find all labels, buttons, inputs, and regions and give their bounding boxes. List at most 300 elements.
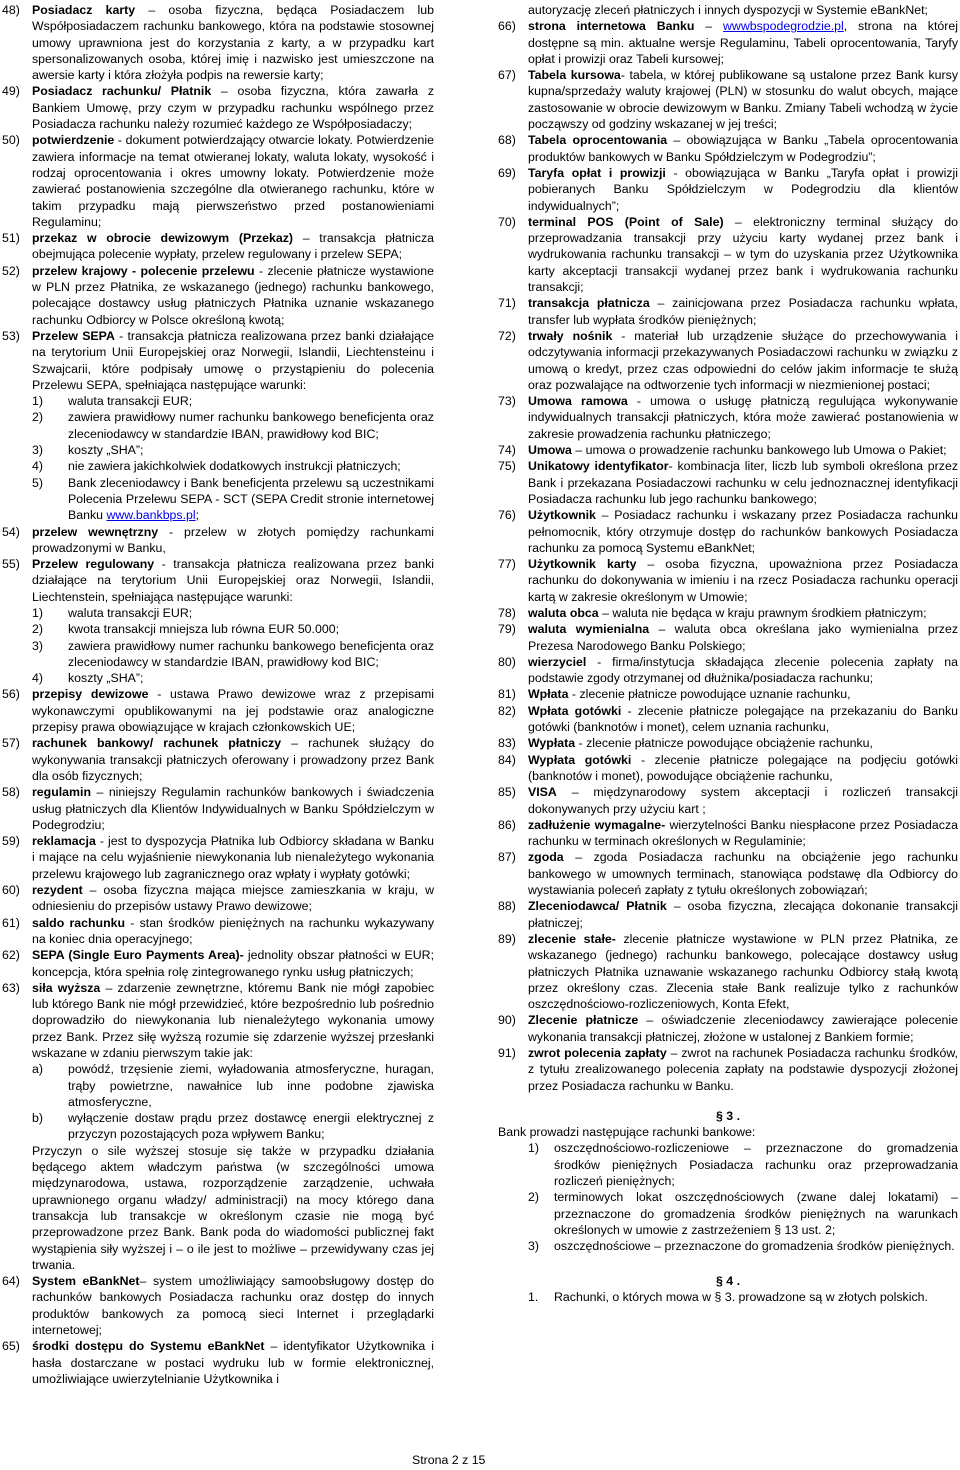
item-number: 50) [2, 133, 20, 148]
section-list-item [498, 1189, 958, 1238]
sub-item-number: 3) [32, 638, 43, 653]
defined-term: rezydent [32, 883, 83, 898]
item-text [528, 898, 958, 931]
definition-item [2, 328, 434, 524]
definition-item [498, 817, 958, 850]
item-text [528, 703, 958, 736]
definition-item [498, 507, 958, 556]
item-body [32, 735, 434, 784]
item-text [528, 442, 958, 458]
section-4 [498, 1273, 958, 1306]
definition-item [498, 393, 958, 442]
sub-item [32, 670, 434, 686]
item-body [528, 458, 958, 507]
item-number: 74) [498, 443, 516, 458]
item-body [32, 328, 434, 524]
item-text [32, 735, 434, 784]
definition-text: – osoba fizyczna, zlecająca dokonanie transakcji płatniczej; [528, 899, 958, 930]
definition-text: - obowiązująca w Banku „Taryfa opłat i prowizji pobieranych Banku Spółdzielczym w Podegrodziu dla klientów indywidualnych”; [528, 165, 958, 213]
item-body [528, 18, 958, 67]
defined-term: Taryfa opłat i prowizji [528, 165, 666, 180]
defined-term: zgoda [528, 850, 564, 865]
definition-item [2, 1338, 434, 1387]
definition-item [2, 882, 434, 915]
definition-item [2, 230, 434, 263]
defined-term: przekaz w obrocie dewizowym (Przekaz) [32, 231, 294, 246]
item-text [528, 605, 958, 621]
item-text [528, 784, 958, 817]
item-text [528, 328, 958, 393]
defined-term: VISA [528, 785, 557, 800]
item-number: 51) [2, 231, 20, 246]
sub-item-content: powódź, trzęsienie ziemi, wyładowania atmosferyczne, huragan, trąby powietrzne, nawałnice lub inne podobne zjawiska atmosferyczne, [68, 1062, 434, 1109]
sub-item [32, 1110, 434, 1143]
item-number: 62) [2, 948, 20, 963]
website-link[interactable]: wwwbspodegrodzie.pl [723, 19, 844, 34]
section-list-item [498, 1238, 958, 1254]
sub-item-number: 3) [32, 443, 43, 458]
item-text [32, 2, 434, 83]
section-item-text: terminowych lokat oszczędnościowych (zwane dalej lokatami) – przeznaczone do gromadzenia środków pieniężnych na warunkach określonych w umowie z zastrzeżeniem § 13 ust. 2; [554, 1190, 958, 1237]
sub-item-number: 2) [32, 622, 43, 637]
definition-text: – elektroniczny terminal służący do przeprowadzania transakcji przy użyciu karty wydanej przez bank i wydrukowania rachunku transakcji – w tym do uzyskania przez Użytkownika karty akceptacji transakcji wydanej przez bank i wydrukowania rachunku transakcji; [528, 214, 958, 295]
item-number: 72) [498, 328, 516, 343]
definition-text: - tabela, w której publikowane są ustalone przez Bank kursy kupna/sprzedaży waluty krajowej (PLN) w stosunku do walut obcych, mające zastosowanie w obrocie dewizowym w Banku. Zmiany Tabeli wchodzą w życie począwszy od godziny wskazanej w jej treści; [528, 68, 959, 132]
item-number: 73) [498, 394, 516, 409]
defined-term: przepisy dewizowe [32, 687, 149, 702]
sub-item-content: waluta transakcji EUR; [68, 394, 193, 409]
definition-text: – waluta nie będąca w kraju prawnym środkiem płatniczym; [598, 605, 927, 620]
definition-item [498, 556, 958, 605]
item-text [32, 83, 434, 132]
sub-item [32, 475, 434, 524]
item-text [528, 18, 958, 67]
item-text [32, 230, 434, 263]
sub-item-number: 4) [32, 671, 43, 686]
sub-item-content: nie zawiera jakichkolwiek dodatkowych instrukcji płatniczych; [68, 459, 401, 474]
item-text [32, 947, 434, 980]
item-number: 83) [498, 736, 516, 751]
item-body [528, 931, 958, 1012]
definition-item [498, 686, 958, 702]
definition-item [498, 621, 958, 654]
item-number: 68) [498, 133, 516, 148]
definition-item [2, 524, 434, 557]
item-number: 85) [498, 785, 516, 800]
definition-item [498, 931, 958, 1012]
defined-term: Przelew SEPA [32, 328, 115, 343]
item-number: 56) [2, 687, 20, 702]
item-text [32, 524, 434, 557]
defined-term: Wypłata [528, 736, 576, 751]
definition-item [498, 18, 958, 67]
item-text [528, 1045, 958, 1094]
definition-text: - kombinacja liter, liczb lub symboli określona przez Bank i przekazana Posiadaczowi rachunku w celu jednoznacznej identyfikacji Posiadacza rachunku lub jego rachunku bankowego; [528, 459, 958, 506]
item-number: 81) [498, 687, 516, 702]
sub-item [32, 621, 434, 637]
item-number: 63) [2, 980, 20, 995]
defined-term: Wpłata gotówki [528, 703, 622, 718]
sub-item [32, 458, 434, 474]
item-body [32, 784, 434, 833]
defined-term: Unikatowy identyfikator [528, 459, 669, 474]
item-number: 84) [498, 752, 516, 767]
definition-text: – waluta obca określana jako wymienialna przez Prezesa Narodowego Banku Polskiego; [528, 622, 959, 653]
item-body [528, 817, 958, 850]
sub-item [32, 638, 434, 671]
definition-text: - stan środków pieniężnych na rachunku wykazywany na koniec dnia operacyjnego; [32, 915, 434, 946]
right-column [498, 2, 958, 1305]
sub-item-text [68, 409, 434, 442]
item-text [528, 1012, 958, 1045]
item-text [528, 165, 958, 214]
item-text [528, 214, 958, 295]
definition-item [498, 735, 958, 751]
definition-text: - zlecenie płatnicze polegające na podjęciu gotówki (banknotów i monet), powodujące obciążenie rachunku, [528, 752, 958, 783]
item-text [32, 263, 434, 328]
item-body [528, 752, 958, 785]
definition-text: – zdarzenie zewnętrzne, któremu Bank nie mógł zapobiec lub którego Bank nie mógł przewidzieć, które bezpośrednio lub pośrednio doprowadziło do niewykonania lub nienależytego wykonania umowy przez Bank. Przez siłę wyższą rozumie się zdarzenie wyższej przesłanki wskazane w zdaniu pierwszym takie jak: [32, 980, 434, 1060]
definition-text: – oświadczenie zleceniodawcy zawierające polecenie wykonania transakcji płatniczej, złożone w ustalonej z Bankiem formie; [528, 1013, 958, 1044]
definition-text: wierzytelności Banku niespłacone przez Posiadacza rachunku w terminach określonych w Regulaminie; [528, 817, 958, 849]
sub-item-text [68, 1061, 434, 1110]
item-body [32, 1273, 434, 1338]
item-number: 87) [498, 850, 516, 865]
sub-item-number: 2) [32, 410, 43, 425]
item-body [32, 686, 434, 735]
definition-item [498, 849, 958, 898]
definition-item [498, 67, 958, 132]
definition-text: – [694, 19, 724, 34]
item-body [528, 654, 958, 687]
sub-item-content: kwota transakcji mniejsza lub równa EUR 50.000; [68, 622, 340, 637]
item-text [528, 654, 958, 687]
sub-item-number: 1) [32, 394, 43, 409]
definition-text: - zlecenie płatnicze wystawione w PLN przez Płatnika, ze wskazanego (jednego) rachunku bankowego, polecające dostawcy usług płatniczych Płatnika uznanie wskazanego rachunku Odbiorcy w Polsce określoną kwotą; [32, 263, 434, 327]
item-text [528, 931, 958, 1012]
defined-term: zwrot polecenia zapłaty [528, 1046, 667, 1060]
defined-term: Użytkownik [528, 508, 596, 523]
definition-item [2, 735, 434, 784]
definition-item [2, 132, 434, 230]
defined-term: waluta obca [528, 605, 599, 620]
item-number: 75) [498, 459, 516, 474]
item-number: 89) [498, 931, 516, 946]
sub-item-text [68, 442, 434, 458]
item-body [32, 132, 434, 230]
sub-item-number: b) [32, 1111, 43, 1126]
defined-term: reklamacja [32, 834, 96, 849]
item-number: 53) [2, 328, 20, 343]
definition-text: – osoba fizyczna, która zawarła z Bankiem Umowę, przy czym w przypadku rachunku wspólnego przez Posiadacza rachunku należy rozumieć każdego ze Współposiadaczy; [32, 84, 434, 132]
definition-item [498, 703, 958, 736]
item-body [32, 263, 434, 328]
definition-text: – zgoda Posiadacza rachunku na obciążenie jego rachunku bankowego w umownych terminach, stanowiąca podstawę dla Odbiorcy do wystawiania poleceń zapłaty z tytułu określonych zobowiązań; [528, 850, 958, 898]
item-body [528, 703, 958, 736]
item-text [32, 686, 434, 735]
item-number: 69) [498, 165, 516, 180]
item-number: 90) [498, 1013, 516, 1028]
sub-item-content: zawiera prawidłowy numer rachunku bankowego beneficjenta oraz zleceniodawcy w standardzie IBAN, prawidłowy kod BIC; [68, 410, 434, 441]
item-number: 61) [2, 915, 20, 930]
definition-item [498, 442, 958, 458]
item-number: 57) [2, 736, 20, 751]
item-text [528, 507, 958, 556]
sub-item-text [68, 1110, 434, 1143]
defined-term: trwały nośnik [528, 328, 613, 343]
sub-item-text [68, 393, 434, 409]
item-text [32, 1273, 434, 1338]
definition-item [498, 1045, 958, 1094]
item-number: 78) [498, 605, 516, 620]
definition-text: – identyfikator Użytkownika i hasła dostarczane w postaci wydruku lub w formie elektronicznej, umożliwiające uwierzytelnianie Użytkownika i [32, 1339, 434, 1386]
section-3-intro: Bank prowadzi następujące rachunki bankowe: [498, 1125, 756, 1140]
section-item-number: 3) [528, 1239, 539, 1254]
item-number: 91) [498, 1046, 516, 1060]
defined-term: Tabela oprocentowania [528, 133, 668, 148]
item-body [32, 2, 434, 83]
item-body [528, 165, 958, 214]
definition-item [498, 165, 958, 214]
item-number: 88) [498, 899, 516, 914]
item-number: 64) [2, 1274, 20, 1289]
item-number: 67) [498, 68, 516, 83]
item-body [528, 784, 958, 817]
defined-term: przelew wewnętrzny [32, 524, 159, 539]
defined-term: Użytkownik karty [528, 557, 637, 572]
item-text [528, 556, 958, 605]
definition-text: – rachunek służący do wykonywania transakcji płatniczych oferowany i prowadzony przez Bank dla osób fizycznych; [32, 736, 434, 783]
defined-term: wierzyciel [528, 654, 587, 669]
item-number: 71) [498, 296, 516, 311]
definition-item [2, 556, 434, 686]
item-body [32, 556, 434, 686]
definition-text: - transakcja płatnicza realizowana przez banki działające na terytorium Unii Europejskiej oraz Norwegii, Islandii, Liechtensteinu i Szwajcarii, które podpisały umowę o przystąpieniu do polecenia Przelewu SEPA, spełniająca następujące warunki: [32, 328, 434, 392]
definition-item [498, 214, 958, 295]
definition-item [498, 1012, 958, 1045]
sub-item-text [68, 458, 434, 474]
item-number: 59) [2, 834, 20, 849]
definition-item [498, 458, 958, 507]
sub-item-text [68, 670, 434, 686]
definition-item [2, 1273, 434, 1338]
item-text [528, 393, 958, 442]
defined-term: siła wyższa [32, 980, 101, 995]
item-tail-text: Przyczyn o sile wyższej stosuje się także w przypadku działania będącego aktem władczym państwa (w szczególności umowa międzynarodowa, ustawa, rozporządzenie zarządzenie, uchwała uprawnionego organu władzy/ administracji) na mocy którego dana transakcja lub transakcje w określonym czasie nie mogą być przeprowadzone przez Bank. Bank poda do wiadomości publicznej fakt wystąpienia siły wyższej i – o ile jest to możliwe – przewidywany czas jej trwania. [32, 1143, 434, 1272]
definition-item [2, 2, 434, 83]
definition-text: – obowiązująca w Banku „Tabela oprocentowania produktów bankowych w Banku Spółdzielczym w Podegrodziu”; [528, 133, 959, 164]
section-4-heading: § 4 . [715, 1273, 741, 1288]
definition-text: - transakcja płatnicza realizowana przez banki działające na terytorium Unii Europejskiej oraz Norwegii, Islandii, Liechtenstein, spełniająca następujące warunki: [32, 557, 434, 604]
item-text [32, 833, 434, 882]
defined-term: Zleceniodawca/ Płatnik [528, 899, 667, 914]
sub-item [32, 1061, 434, 1110]
item-text [528, 735, 958, 751]
sub-item-text [68, 638, 434, 671]
item-text [528, 817, 958, 850]
definition-text: jednolity obszar płatności w EUR; koncepcja, która spełnia rolę zintegrowanego rynku usług płatniczych; [32, 948, 434, 979]
section-item-number: 2) [528, 1190, 539, 1205]
item-text [32, 882, 434, 915]
sub-item-text [68, 605, 434, 621]
item-body [528, 393, 958, 442]
item-text [32, 784, 434, 833]
item-text [32, 915, 434, 948]
definition-item [498, 898, 958, 931]
definition-text: - zlecenie płatnicze powodujące uznanie rachunku, [568, 687, 851, 702]
definition-text: - zlecenie płatnicze polegające na przekazaniu do Banku gotówki (banknotów i monet), celem uznania rachunku, [528, 703, 958, 735]
sub-item-after: ; [195, 508, 200, 523]
definition-text: – międzynarodowy system akceptacji i rozliczeń transakcji dokonywanych przy użyciu kart ; [528, 785, 958, 816]
item-body [528, 1012, 958, 1045]
item-number: 86) [498, 817, 516, 832]
definition-text: – zwrot na rachunek Posiadacza rachunku środków, z tytułu zrealizowanego polecenia zapłaty na podstawie dyspozycji złożonej przez Posiadacza rachunku w Banku. [528, 1046, 958, 1093]
item-body [32, 882, 434, 915]
defined-term: zadłużenie wymagalne- [528, 817, 666, 832]
item-text [528, 686, 958, 702]
section-item-number: 1. [528, 1289, 539, 1304]
item-number: 54) [2, 524, 20, 539]
definition-item [498, 605, 958, 621]
page-footer: Strona 2 z 15 [412, 1453, 486, 1467]
defined-term: terminal POS (Point of Sale) [528, 214, 724, 229]
item-text [528, 295, 958, 328]
defined-term: waluta wymienialna [528, 622, 650, 637]
item-text [528, 458, 958, 507]
section-3-heading: § 3 . [715, 1108, 741, 1123]
section-list-item [498, 1289, 958, 1305]
defined-term: Wpłata [528, 687, 569, 702]
item-body [528, 67, 958, 132]
item-number: 60) [2, 883, 20, 898]
defined-term: transakcja płatnicza [528, 296, 650, 311]
defined-term: potwierdzenie [32, 133, 115, 148]
sub-item [32, 393, 434, 409]
item-body [32, 915, 434, 948]
item-text [32, 1338, 434, 1387]
item-body [528, 849, 958, 898]
item-text [32, 328, 434, 393]
website-link[interactable]: www.bankbps.pl [106, 508, 196, 523]
definition-text: - umowa o usługę płatniczą regulująca wykonywanie indywidualnych transakcji płatniczych, która może zawierać postanowienia w zakresie prowadzenia rachunku płatniczego; [528, 394, 958, 441]
defined-term: Posiadacz rachunku/ Płatnik [32, 84, 212, 99]
definition-text: – transakcja płatnicza obejmująca polecenie wypłaty, przelew regulowany i przelew SEPA; [32, 231, 434, 262]
definition-item [498, 132, 958, 165]
item-text [528, 849, 958, 898]
defined-term: strona internetowa Banku [528, 19, 695, 34]
item-body [528, 295, 958, 328]
definition-text: – system umożliwiający samoobsługowy dostęp do rachunków bankowych Posiadacza rachunku oraz dostęp do innych produktów bankowych za pomocą sieci Internet i przeglądarki internetowej; [32, 1274, 434, 1338]
definition-item [2, 980, 434, 1273]
definition-text: - dokument potwierdzający otwarcie lokaty. Potwierdzenie zawiera informacje na temat otwieranej lokaty, waluta lokaty, wysokość i rodzaj oprocentowania i okres umowny lokaty. Potwierdzenie może zawierać postanowienia szczególne dla otwieranego rachunku, które w takim przypadku mają pierwszeństwo przed postanowieniami Regulaminu; [32, 133, 434, 229]
item-number: 79) [498, 622, 516, 637]
defined-term: Wypłata gotówki [528, 752, 632, 767]
item-body [528, 686, 958, 702]
item-text [528, 621, 958, 654]
defined-term: Umowa ramowa [528, 394, 628, 409]
definition-text: - ustawa Prawo dewizowe wraz z przepisami wykonawczymi opublikowanymi na jej podstawie oraz analogiczne przepisy prawa obowiązujące w krajach członkowskich UE; [32, 687, 435, 735]
sub-item-number: 1) [32, 605, 43, 620]
definition-text: – umowa o prowadzenie rachunku bankowego lub Umowa o Pakiet; [571, 443, 947, 458]
item-body [528, 132, 958, 165]
item-number: 76) [498, 508, 516, 523]
definition-text: - firma/instytucja składająca zlecenie polecenia zapłaty na podstawie zgody otrzymanej od dłużnika/posiadacza rachunku; [528, 654, 958, 686]
section-item-text: oszczędnościowe – przeznaczone do gromadzenia środków pieniężnych. [554, 1239, 955, 1254]
sub-item [32, 605, 434, 621]
definition-item [498, 328, 958, 393]
definition-item [498, 752, 958, 785]
sub-item-text [68, 475, 434, 524]
item-number: 65) [2, 1339, 20, 1354]
definition-item [498, 654, 958, 687]
definition-item [498, 295, 958, 328]
continuation-text: autoryzację zleceń płatniczych i innych dyspozycji w Systemie eBankNet; [528, 3, 928, 17]
item-body [528, 328, 958, 393]
item-text [528, 67, 958, 132]
defined-term: Zlecenie płatnicze [528, 1013, 639, 1028]
definition-item [2, 784, 434, 833]
sub-item-text [68, 621, 434, 637]
item-body [32, 83, 434, 132]
definition-text: – Posiadacz rachunku i wskazany przez Posiadacza rachunku pełnomocnik, który otrzymuje dostęp do rachunków bankowych Posiadacza rachunku za pomocą Systemu eBankNet; [528, 508, 958, 555]
definition-item [2, 83, 434, 132]
item-number: 58) [2, 785, 20, 800]
item-body [528, 735, 958, 751]
item-body [32, 230, 434, 263]
item-body [32, 833, 434, 882]
definition-text: – osoba fizyczna, upoważniona przez Posiadacza rachunku do dokonywania w imieniu i na rzecz Posiadacza rachunku operacji kartą w zakresie określonym w Umowie; [528, 557, 959, 604]
item-number: 52) [2, 263, 20, 278]
definition-text: – zainicjowana przez Posiadacza rachunku wpłata, transfer lub wypłata środków pieniężnych; [528, 296, 958, 327]
definition-item [2, 263, 434, 328]
defined-term: saldo rachunku [32, 915, 126, 930]
definition-item [2, 833, 434, 882]
section-item-text: oszczędnościowo-rozliczeniowe – przeznaczone do gromadzenia środków pieniężnych Posiadacza rachunku oraz przeprowadzania rozliczeń pieniężnych; [554, 1141, 958, 1189]
item-body [528, 898, 958, 931]
definition-text: – osoba fizyczna, będąca Posiadaczem lub Współposiadaczem rachunku bankowego, która na podstawie stosownej umowy uprawniona jest do korzystania z karty, a w przypadku kart spersonalizowanych osoba, której imię i nazwisko jest umieszczone na awersie karty i która złożyła podpis na rewersie karty; [32, 3, 434, 83]
item-body [528, 442, 958, 458]
item-number: 55) [2, 557, 20, 572]
item-number: 66) [498, 19, 516, 34]
sub-item-content: zawiera prawidłowy numer rachunku bankowego beneficjenta oraz zleceniodawcy w standardzie IBAN, prawidłowy kod BIC; [68, 638, 434, 669]
definition-text: - przelew w złotych pomiędzy rachunkami prowadzonymi w Banku, [32, 524, 435, 555]
sub-item-content: koszty „SHA”; [68, 671, 144, 686]
item-body [32, 1338, 434, 1387]
item-body [32, 980, 434, 1273]
item-body [528, 605, 958, 621]
section-list-item [498, 1140, 958, 1189]
item-text [32, 556, 434, 605]
item-body [528, 1045, 958, 1094]
sub-item [32, 442, 434, 458]
item-body [528, 556, 958, 605]
item-text [528, 132, 958, 165]
sub-item-content: waluta transakcji EUR; [68, 605, 193, 620]
section-item-text: Rachunki, o których mowa w § 3. prowadzone są w złotych polskich. [554, 1289, 928, 1304]
item-body [528, 507, 958, 556]
definition-item [2, 915, 434, 948]
item-body [32, 947, 434, 980]
defined-term: Umowa [528, 443, 572, 458]
defined-term: Posiadacz karty [32, 3, 136, 17]
definitions-list-right [498, 18, 958, 1094]
defined-term: Tabela kursowa [528, 68, 621, 83]
item-text [32, 132, 434, 230]
definition-text: – osoba fizyczna mająca miejsce zamieszkania w kraju, w odniesieniu do przepisów ustawy Prawo dewizowe; [32, 883, 434, 914]
definition-text: - jest to dyspozycja Płatnika lub Odbiorcy składana w Banku i mające na celu wyjaśnienie niewykonania lub nienależytego wykonania przelewu krajowego lub zagranicznego oraz wpłaty i wypłaty gotówki; [32, 834, 434, 881]
definition-text: - zlecenie płatnicze powodujące obciążenie rachunku, [575, 736, 873, 751]
item-number: 48) [2, 3, 20, 17]
